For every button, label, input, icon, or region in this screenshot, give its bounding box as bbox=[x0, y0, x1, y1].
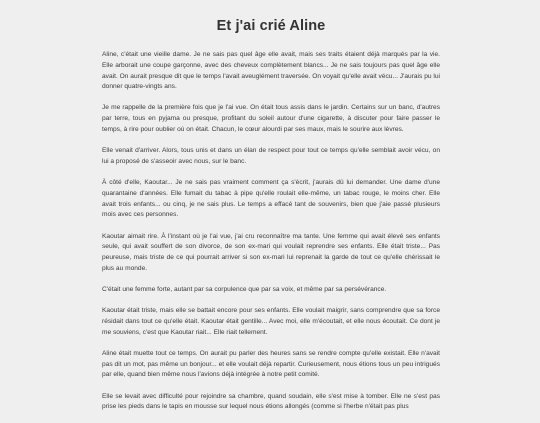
paragraph-2: Je me rappelle de la première fois que je l'ai vue. On était tous assis dans le jardin. Certains sur un banc, d'autres par terre, tous en pyjama ou presque, profitant du soleil autour d'une cigarette, à discuter pour faire passer le temps, à rire pour oublier où on était. Chacun, le cœur alourdi par ses maux, mais le sourire aux lèvres. bbox=[102, 104, 440, 134]
paragraph-5: Kaoutar aimait rire. À l'instant où je l'ai vue, j'ai cru reconnaître ma tante. Une femme qui avait élevé ses enfants seule, qui avait souffert de son divorce, de son ex-mari qui voulait reprendre ses enfants. Elle était triste... Pas peureuse, mais triste de ce qui pourrait arriver si son ex-mari lui reprenait la garde de tout ce qu'elle chérissait le plus au monde. bbox=[102, 232, 440, 272]
article-title: Et j'ai crié Aline bbox=[216, 18, 326, 34]
paragraph-1: Aline, c'était une vieille dame. Je ne sais pas quel âge elle avait, mais ses traits étaient déjà marqués par la vie. Elle arborait une coupe garçonne, avec des cheveux complètement blancs... Je ne sais toujours pas quel âge elle avait. On aurait presque dit que le temps l'avait aveuglément traversée. On voyait qu'elle avait vécu... J'aurais pu lui donner quatre-vingts ans. bbox=[102, 51, 440, 91]
paragraph-4: À côté d'elle, Kaoutar... Je ne sais pas vraiment comment ça s'écrit, j'aurais dû lui demander. Une dame d'une quarantaine d'années. Elle fumait du tabac à pipe qu'elle roulait elle-même, un tabac rouge, le moins cher. Elle avait trois enfants... ou cinq, je ne sais plus. Le temps a effacé tant de souvenirs, bien que j'aie passé plusieurs mois avec ces personnes. bbox=[102, 179, 440, 219]
article bbox=[102, 0, 440, 423]
paragraph-8: Aline était muette tout ce temps. On aurait pu parler des heures sans se rendre compte qu'elle existait. Elle n'avait pas dit un mot, pas même un bonjour... et elle voulait déjà repartir. Curieusement, nous étions tous un peu intrigués par elle, quand bien même nous l'avions déjà intégrée à notre petit comité. bbox=[102, 349, 440, 379]
paragraph-9: Elle se levait avec difficulté pour rejoindre sa chambre, quand soudain, elle s'est mise à tomber. Elle ne s'est pas prise les pieds dans le tapis en mousse sur lequel nous étions allongés (comme si l'herbe n'était pas plus bbox=[102, 392, 440, 411]
paragraph-7: Kaoutar était triste, mais elle se battait encore pour ses enfants. Elle voulait maigrir, sans comprendre que sa force résidait dans tout ce qu'elle était. Kaoutar était gentille... Avec moi, elle m'écoutait, et elle nous écoutait. Ce dont je me souviens, c'est que Kaoutar riait... Elle riait tellement. bbox=[102, 307, 440, 336]
paragraph-3: Elle venait d'arriver. Alors, tous unis et dans un élan de respect pour tout ce temps qu'elle semblait avoir vécu, on lui a proposé de s'asseoir avec nous, sur le banc. bbox=[102, 147, 440, 165]
paragraph-6: C'était une femme forte, autant par sa corpulence que par sa voix, et même par sa persévérance. bbox=[102, 286, 387, 294]
